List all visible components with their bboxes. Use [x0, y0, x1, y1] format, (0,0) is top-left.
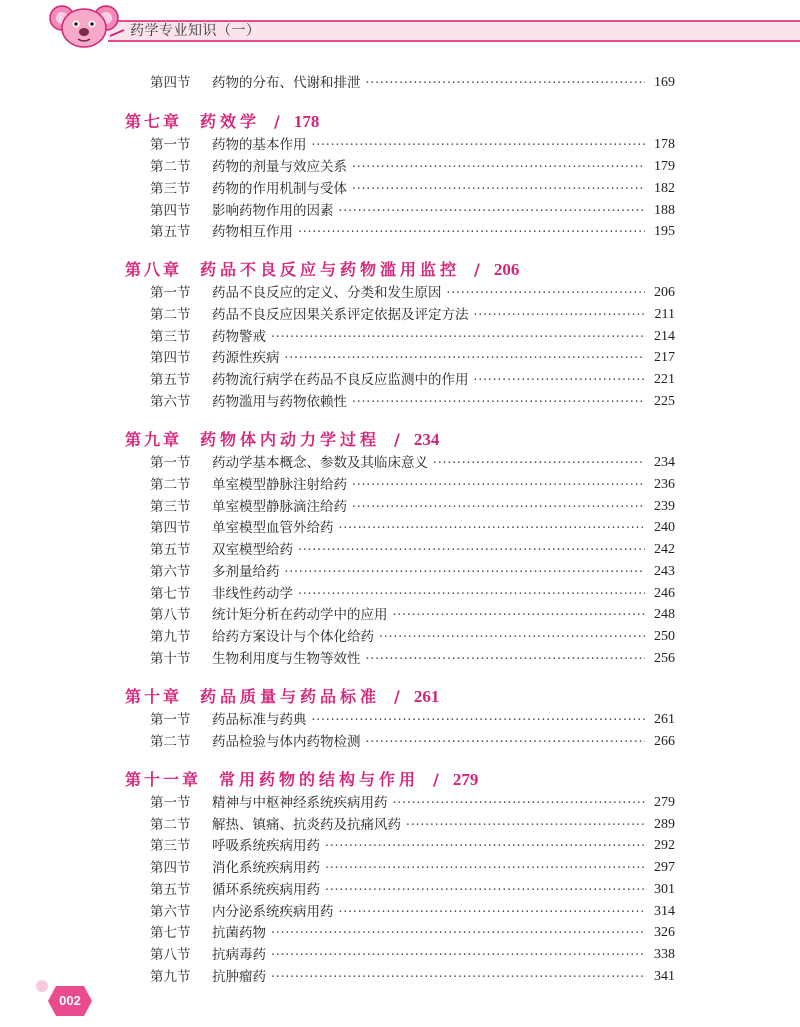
chapter-page: 206 — [493, 260, 520, 279]
section-number: 第二节 — [150, 734, 191, 750]
chapter-title: 药品质量与药品标准 — [200, 687, 381, 706]
section-number: 第三节 — [150, 181, 191, 197]
page-number: 341 — [645, 966, 675, 988]
toc-entry[interactable] — [150, 814, 675, 836]
section-number: 第二节 — [150, 817, 191, 833]
chapter-page: 178 — [293, 112, 320, 131]
chapter-title: 药品不良反应与药物滥用监控 — [200, 260, 461, 279]
section-title: 非线性药动学 ····· — [212, 583, 645, 605]
section-number: 第一节 — [150, 137, 191, 153]
toc-entry[interactable] — [150, 72, 675, 94]
section-number: 第四节 — [150, 520, 191, 536]
page-number: 206 — [645, 282, 675, 304]
toc-entry[interactable] — [150, 709, 675, 731]
chapter-heading[interactable] — [125, 768, 478, 792]
page-number: 314 — [645, 901, 675, 923]
section-number: 第四节 — [150, 350, 191, 366]
toc-entry[interactable] — [150, 922, 675, 944]
chapter-number: 第十章 — [125, 687, 183, 706]
page-number: 338 — [645, 944, 675, 966]
toc-entry[interactable] — [150, 496, 675, 518]
section-number: 第三节 — [150, 499, 191, 515]
chapter-number: 第九章 — [125, 430, 183, 449]
page-number: 239 — [645, 496, 675, 518]
page-number: 242 — [645, 539, 675, 561]
page-number: 279 — [645, 792, 675, 814]
page-number: 246 — [645, 583, 675, 605]
toc-entry[interactable] — [150, 452, 675, 474]
section-number: 第六节 — [150, 564, 191, 580]
chapter-separator: / — [394, 430, 400, 449]
section-title: 精神与中枢神经系统疾病用药 ····· — [212, 792, 645, 814]
section-title: 药物的剂量与效应关系 ····· — [212, 156, 645, 178]
toc-entry[interactable] — [150, 944, 675, 966]
section-number: 第四节 — [150, 75, 191, 91]
section-title: 单室模型血管外给药 ····· — [212, 517, 645, 539]
section-number: 第一节 — [150, 712, 191, 728]
section-title: 药物的分布、代谢和排泄 ····· — [212, 72, 645, 94]
toc-entry[interactable] — [150, 835, 675, 857]
section-title: 影响药物作用的因素 ····· — [212, 200, 645, 222]
chapter-title: 药物体内动力学过程 — [200, 430, 381, 449]
chapter-page: 261 — [413, 687, 440, 706]
page-number: 182 — [645, 178, 675, 200]
page-number: 221 — [645, 369, 675, 391]
section-title: 循环系统疾病用药 ····· — [212, 879, 645, 901]
toc-entry[interactable] — [150, 539, 675, 561]
page-number: 217 — [645, 347, 675, 369]
section-number: 第十节 — [150, 651, 191, 667]
page-number: 243 — [645, 561, 675, 583]
chapter-title: 常用药物的结构与作用 — [219, 770, 420, 789]
chapter-page: 234 — [413, 430, 440, 449]
section-title: 药物的基本作用 ····· — [212, 134, 645, 156]
toc-entry[interactable] — [150, 156, 675, 178]
toc-entry[interactable] — [150, 369, 675, 391]
header-title: 药学专业知识（一） — [130, 23, 261, 39]
chapter-separator: / — [274, 112, 280, 131]
toc-entry[interactable] — [150, 901, 675, 923]
page-number: 289 — [645, 814, 675, 836]
toc-entry[interactable] — [150, 879, 675, 901]
toc-entry[interactable] — [150, 326, 675, 348]
section-title: 药品不良反应因果关系评定依据及评定方法 ····· — [212, 304, 645, 326]
toc-entry[interactable] — [150, 792, 675, 814]
section-title: 内分泌系统疾病用药 ····· — [212, 901, 645, 923]
section-number: 第七节 — [150, 925, 191, 941]
section-title: 药品检验与体内药物检测 ····· — [212, 731, 645, 753]
section-number: 第五节 — [150, 882, 191, 898]
page-number: 297 — [645, 857, 675, 879]
section-title: 解热、镇痛、抗炎药及抗痛风药 ····· — [212, 814, 645, 836]
section-title: 药物警戒 ····· — [212, 326, 645, 348]
page-number: 178 — [645, 134, 675, 156]
chapter-separator: / — [394, 687, 400, 706]
section-number: 第二节 — [150, 307, 191, 323]
page-number: 240 — [645, 517, 675, 539]
section-title: 药品不良反应的定义、分类和发生原因 ····· — [212, 282, 645, 304]
section-number: 第六节 — [150, 394, 191, 410]
toc-entry[interactable] — [150, 391, 675, 413]
section-title: 单室模型静脉注射给药 ····· — [212, 474, 645, 496]
page-number: 261 — [645, 709, 675, 731]
section-title: 药物流行病学在药品不良反应监测中的作用 ····· — [212, 369, 645, 391]
page-number: 225 — [645, 391, 675, 413]
section-title: 消化系统疾病用药 ····· — [212, 857, 645, 879]
section-title: 单室模型静脉滴注给药 ····· — [212, 496, 645, 518]
decorative-dot — [36, 980, 48, 992]
page-number: 250 — [645, 626, 675, 648]
page-number: 195 — [645, 221, 675, 243]
toc-entry[interactable] — [150, 347, 675, 369]
toc-entry[interactable] — [150, 731, 675, 753]
page-number: 214 — [645, 326, 675, 348]
toc-entry[interactable] — [150, 604, 675, 626]
page-number: 292 — [645, 835, 675, 857]
toc-entry[interactable] — [150, 304, 675, 326]
toc-entry[interactable] — [150, 517, 675, 539]
section-title: 药物相互作用 ····· — [212, 221, 645, 243]
section-title: 呼吸系统疾病用药 ····· — [212, 835, 645, 857]
chapter-number: 第十一章 — [125, 770, 202, 789]
section-number: 第二节 — [150, 477, 191, 493]
chapter-page: 279 — [452, 770, 479, 789]
chapter-heading[interactable] — [125, 258, 519, 282]
chapter-separator: / — [474, 260, 480, 279]
section-title: 生物利用度与生物等效性 ····· — [212, 648, 645, 670]
page-number: 169 — [645, 72, 675, 94]
section-number: 第九节 — [150, 969, 191, 985]
section-number: 第八节 — [150, 947, 191, 963]
section-number: 第四节 — [150, 203, 191, 219]
section-title: 抗菌药物 ····· — [212, 922, 645, 944]
section-number: 第四节 — [150, 860, 191, 876]
toc-entry[interactable] — [150, 966, 675, 988]
chapter-heading[interactable] — [125, 428, 439, 452]
toc-entry[interactable] — [150, 857, 675, 879]
section-title: 给药方案设计与个体化给药 ····· — [212, 626, 645, 648]
section-title: 药动学基本概念、参数及其临床意义 ····· — [212, 452, 645, 474]
chapter-number: 第七章 — [125, 112, 183, 131]
section-number: 第一节 — [150, 285, 191, 301]
section-number: 第一节 — [150, 455, 191, 471]
section-number: 第九节 — [150, 629, 191, 645]
section-title: 统计矩分析在药动学中的应用 ····· — [212, 604, 645, 626]
chapter-separator: / — [433, 770, 439, 789]
section-title: 抗病毒药 ····· — [212, 944, 645, 966]
toc-entry[interactable] — [150, 200, 675, 222]
section-number: 第七节 — [150, 586, 191, 602]
chapter-number: 第八章 — [125, 260, 183, 279]
section-number: 第六节 — [150, 904, 191, 920]
page-number: 256 — [645, 648, 675, 670]
page-number-badge: 002 — [59, 993, 81, 1008]
section-number: 第五节 — [150, 372, 191, 388]
chapter-heading[interactable] — [125, 110, 319, 134]
toc-entry[interactable] — [150, 626, 675, 648]
toc-entry[interactable] — [150, 648, 675, 670]
page-number: 301 — [645, 879, 675, 901]
section-number: 第五节 — [150, 542, 191, 558]
section-number: 第五节 — [150, 224, 191, 240]
section-title: 双室模型给药 ····· — [212, 539, 645, 561]
section-title: 多剂量给药 ····· — [212, 561, 645, 583]
toc-entry[interactable] — [150, 178, 675, 200]
section-number: 第三节 — [150, 329, 191, 345]
toc-entry[interactable] — [150, 583, 675, 605]
page-number: 179 — [645, 156, 675, 178]
toc-entry[interactable] — [150, 474, 675, 496]
section-title: 药物的作用机制与受体 ····· — [212, 178, 645, 200]
toc-entry[interactable] — [150, 561, 675, 583]
page-number: 236 — [645, 474, 675, 496]
page-number: 211 — [645, 304, 675, 326]
page-number: 248 — [645, 604, 675, 626]
section-title: 药源性疾病 ····· — [212, 347, 645, 369]
section-number: 第八节 — [150, 607, 191, 623]
section-number: 第一节 — [150, 795, 191, 811]
section-title: 药品标准与药典 ····· — [212, 709, 645, 731]
section-title: 抗肿瘤药 ····· — [212, 966, 645, 988]
chapter-title: 药效学 — [200, 112, 261, 131]
toc-entry[interactable] — [150, 221, 675, 243]
section-title: 药物滥用与药物依赖性 ····· — [212, 391, 645, 413]
chapter-heading[interactable] — [125, 685, 439, 709]
page-number: 326 — [645, 922, 675, 944]
section-number: 第二节 — [150, 159, 191, 175]
page-number: 234 — [645, 452, 675, 474]
toc-entry[interactable] — [150, 134, 675, 156]
section-number: 第三节 — [150, 838, 191, 854]
page-number: 266 — [645, 731, 675, 753]
toc-entry[interactable] — [150, 282, 675, 304]
page-number: 188 — [645, 200, 675, 222]
